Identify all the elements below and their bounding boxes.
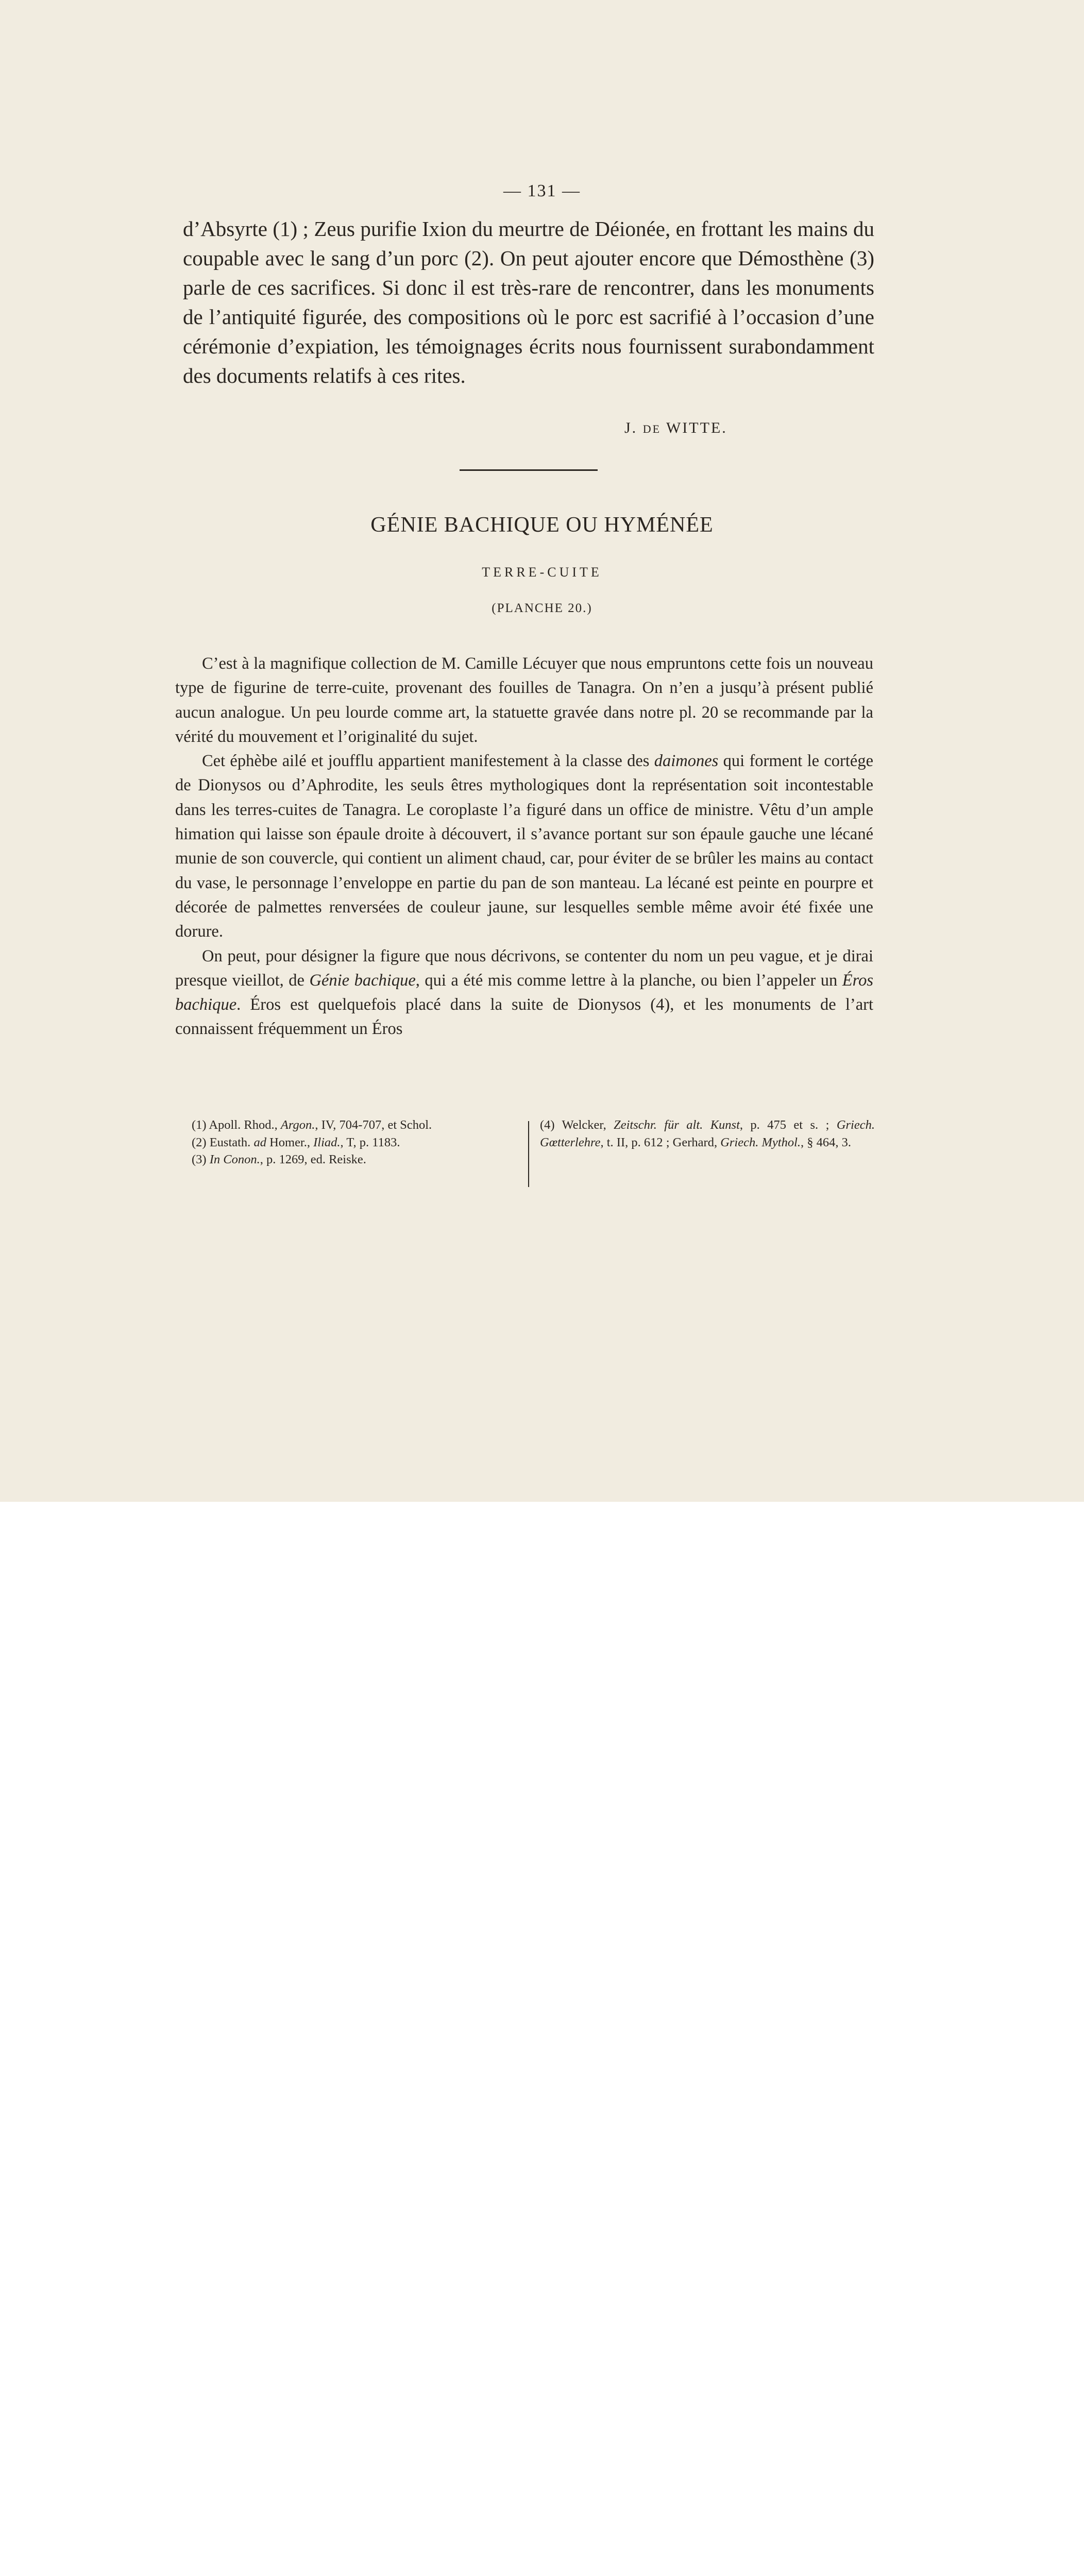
italic-term: Génie bachique	[309, 971, 416, 990]
footnotes-left	[192, 1116, 522, 1168]
plate-reference: (PLANCHE 20.)	[492, 601, 592, 615]
footnote-3: (3) In Conon., p. 1269, ed. Reiske.	[192, 1153, 366, 1166]
footnote-1: (1) Apoll. Rhod., Argon., IV, 704-707, et Schol.	[192, 1118, 432, 1132]
digital-library-footer	[0, 1502, 1084, 1576]
page-number: — 131 —	[503, 181, 581, 200]
signature-surname: WITTE.	[666, 419, 727, 436]
paragraph-2: Cet éphèbe ailé et joufflu appartient manifestement à la classe des daimones qui forment le cortége de Dionysos ou d’Aphrodite, les seuls êtres mythologiques dont la représentation soit incontestable dans les terres-cuites de Tanagra. Le coroplaste l’a figuré dans un office de ministre. Vêtu d’un ample himation qui laisse son épaule droite à découvert, il s’avance portant sur son épaule gauche une lécané munie de son couvercle, qui contient un aliment chaud, car, pour éviter de se brûler les mains au contact du vase, le personnage l’enveloppe en partie du pan de son manteau. La lécané est peinte en pourpre et décorée de palmettes renversées de couleur jaune, sur lesquelles semble même avoir été fixée une dorure.	[175, 752, 873, 941]
paragraph-1: C’est à la magnifique collection de M. Camille Lécuyer que nous empruntons cette fois un nouveau type de figurine de terre-cuite, provenant des fouilles de Tanagra. On n’en a jusqu’à présent publié aucun analogue. Un peu lourde comme art, la statuette gravée dans notre pl. 20 se recommande par la vérité du mouvement et l’originalité du sujet.	[175, 654, 873, 746]
article-title: GÉNIE BACHIQUE OU HYMÉNÉE	[370, 513, 714, 537]
closing-paragraph: d’Absyrte (1) ; Zeus purifie Ixion du meurtre de Déionée, en frottant les mains du coupable avec le sang d’un porc (2). On peut ajouter encore que Démosthène (3) parle de ces sacrifices. Si donc il est très-rare de rencontrer, dans les monuments de l’antiquité figurée, des compositions où le porc est sacrifié à l’occasion d’une cérémonie d’expiation, les témoignages écrits nous fournissent surabondamment des documents relatifs à ces rites.	[183, 217, 874, 387]
paragraph-3: On peut, pour désigner la figure que nous décrivons, se contenter du nom un peu vague, et je dirai presque vieillot, de Génie bachique, qui a été mis comme lettre à la planche, ou bien l’appeler un Éros bachique. Éros est quelquefois placé dans la suite de Dionysos (4), et les monuments de l’art connaissent fréquemment un Éros	[175, 946, 873, 1039]
article-body	[175, 652, 873, 1042]
italic-term: daimones	[654, 752, 719, 771]
footnote-column-divider	[528, 1121, 529, 1187]
italic-term: Éros bachique	[175, 971, 873, 1014]
footnote-4: (4) Welcker, Zeitschr. für alt. Kunst, p. 475 et s. ; Griech. Gœtterlehre, t. II, p. 612 ; Gerhard, Griech. Mythol., § 464, 3.	[540, 1118, 875, 1149]
signature-particle: DE	[642, 422, 662, 435]
section-divider	[460, 469, 598, 471]
footnote-2: (2) Eustath. ad Homer., Iliad., T, p. 1183.	[192, 1135, 400, 1149]
article-subtitle: TERRE-CUITE	[482, 565, 602, 580]
signature-initial: J.	[624, 419, 638, 436]
author-signature	[624, 419, 727, 437]
